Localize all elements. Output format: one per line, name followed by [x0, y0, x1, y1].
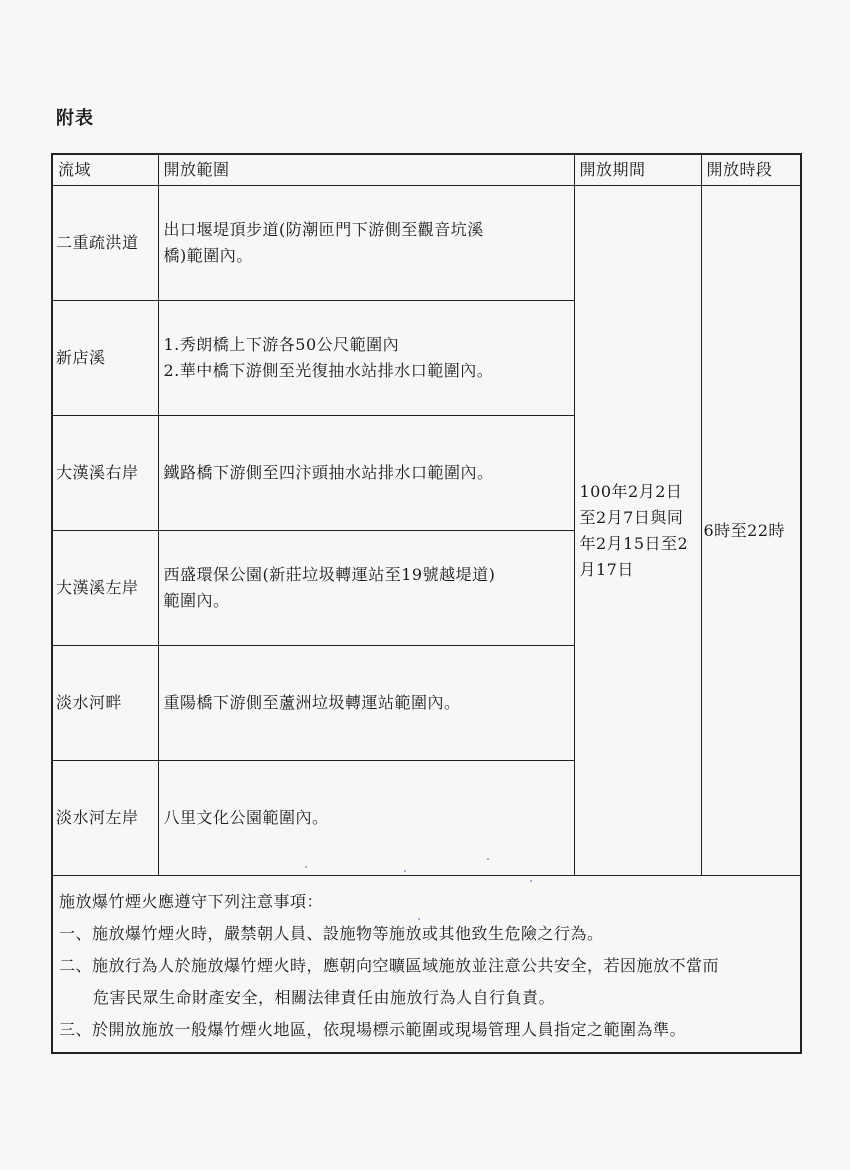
range-text — [158, 646, 574, 761]
basin-name: 大漢溪左岸 — [52, 531, 158, 646]
range-line: 2.華中橋下游側至光復抽水站排水口範圍內。 — [163, 361, 494, 380]
open-time: 6時至22時 — [701, 186, 801, 876]
header-time: 開放時段 — [701, 154, 801, 186]
scan-speck — [530, 880, 532, 882]
basin-name: 淡水河左岸 — [52, 761, 158, 876]
period-line: 月17日 — [579, 559, 634, 579]
notes-heading: 施放爆竹煙火應遵守下列注意事項： — [59, 892, 324, 911]
notes-row — [52, 876, 801, 1054]
note-item: 三、於開放施放一般爆竹煙火地區，依現場標示範圍或現場管理人員指定之範圍為準。 — [59, 1020, 687, 1039]
range-text — [158, 531, 574, 646]
range-line: 鐵路橋下游側至四汴頭抽水站排水口範圍內。 — [163, 463, 494, 482]
range-line: 橋)範圍內。 — [163, 246, 253, 265]
note-item: 二、施放行為人於施放爆竹煙火時，應朝向空曠區域施放並注意公共安全，若因施放不當而 — [59, 956, 720, 975]
range-line: 出口堰堤頂步道(防潮匝門下游側至觀音坑溪 — [163, 220, 484, 239]
range-text — [158, 301, 574, 416]
basin-name: 二重疏洪道 — [52, 186, 158, 301]
period-line: 年2月15日至2 — [579, 533, 689, 553]
range-line: 範圍內。 — [163, 591, 230, 610]
note-item: 一、施放爆竹煙火時，嚴禁朝人員、設施物等施放或其他致生危險之行為。 — [59, 924, 604, 943]
scan-speck — [418, 918, 420, 920]
basin-name: 淡水河畔 — [52, 646, 158, 761]
basin-name: 新店溪 — [52, 301, 158, 416]
note-item-continuation: 危害民眾生命財產安全，相關法律責任由施放行為人自行負責。 — [93, 988, 556, 1007]
range-line: 西盛環保公園(新莊垃圾轉運站至19號越堤道) — [163, 565, 496, 584]
range-text — [158, 186, 574, 301]
notes-section — [52, 876, 801, 1054]
period-line: 100年2月2日 — [579, 481, 683, 501]
scan-speck — [404, 870, 406, 872]
table-header-row — [52, 154, 801, 186]
header-period: 開放期間 — [574, 154, 701, 186]
scan-speck — [487, 858, 489, 860]
range-line: 八里文化公園範圍內。 — [163, 808, 329, 827]
header-basin: 流域 — [52, 154, 158, 186]
page-title: 附表 — [56, 108, 94, 129]
open-period — [574, 186, 701, 876]
fireworks-zone-table — [51, 153, 802, 1054]
range-text — [158, 761, 574, 876]
basin-name: 大漢溪右岸 — [52, 416, 158, 531]
range-line: 1.秀朗橋上下游各50公尺範圍內 — [163, 335, 400, 354]
table-row — [52, 186, 801, 301]
range-text — [158, 416, 574, 531]
period-line: 至2月7日與同 — [579, 507, 684, 527]
range-line: 重陽橋下游側至蘆洲垃圾轉運站範圍內。 — [163, 693, 461, 712]
scan-speck — [305, 866, 307, 868]
header-range: 開放範圍 — [158, 154, 574, 186]
